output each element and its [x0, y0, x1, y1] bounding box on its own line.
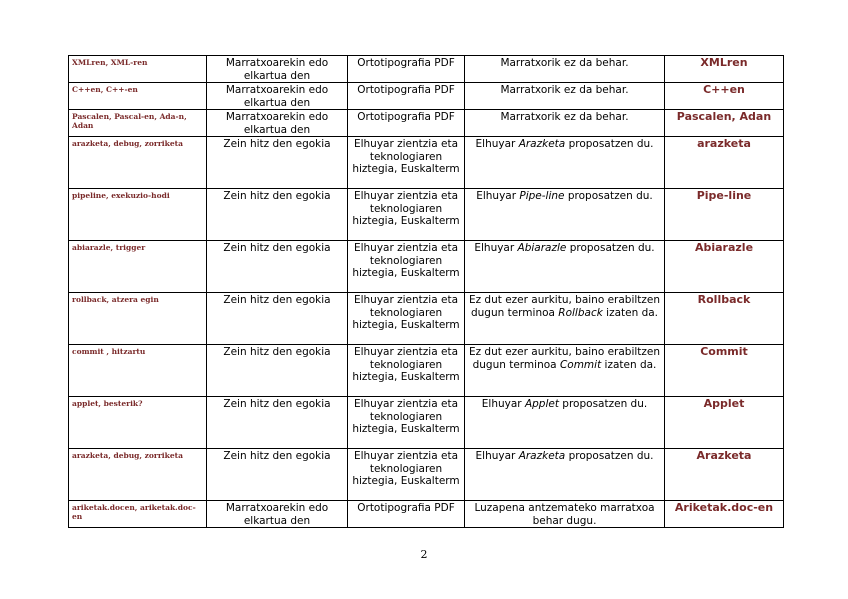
comment-cell: [465, 449, 665, 501]
answer-cell: Abiarazle: [665, 241, 784, 293]
comment-text: Ez dut ezer aurkitu, baino erabiltzen dugun terminoa: [468, 294, 661, 319]
answer-cell: C++en: [665, 83, 784, 110]
source-cell: Ortotipografia PDF: [348, 83, 465, 110]
criterion-cell: Zein hitz den egokia: [207, 345, 348, 397]
table-body: [69, 56, 784, 528]
answer-cell: Commit: [665, 345, 784, 397]
source-cell: Ortotipografia PDF: [348, 56, 465, 83]
term-cell: abiarazle, trigger: [69, 241, 207, 293]
term-cell: rollback, atzera egin: [69, 293, 207, 345]
term-cell: ariketak.docen, ariketak.doc-en: [69, 501, 207, 528]
criterion-cell: Zein hitz den egokia: [207, 293, 348, 345]
criterion-cell: Marratxoarekin edo elkartua den: [207, 56, 348, 83]
table-row: [69, 293, 784, 345]
comment-text: Elhuyar: [476, 190, 520, 202]
term-cell: XMLren, XML-ren: [69, 56, 207, 83]
comment-text: Ez dut ezer aurkitu, baino erabiltzen dugun terminoa: [468, 346, 661, 371]
table-row: [69, 83, 784, 110]
comment-cell: [465, 293, 665, 345]
table-row: [69, 110, 784, 137]
comment-text: Elhuyar: [475, 138, 519, 150]
source-cell: Elhuyar zientzia eta teknologiaren hiztegia, Euskalterm: [348, 241, 465, 293]
page-number: 2: [420, 548, 428, 561]
table-row: [69, 56, 784, 83]
term-cell: commit , hitzartu: [69, 345, 207, 397]
term-cell: pipeline, exekuzio-hodi: [69, 189, 207, 241]
table-row: [69, 137, 784, 189]
comment-text: Luzapena antzemateko marratxoa behar dugu.: [474, 502, 655, 527]
term-cell: applet, besterik?: [69, 397, 207, 449]
criterion-cell: Zein hitz den egokia: [207, 137, 348, 189]
answer-cell: Rollback: [665, 293, 784, 345]
comment-text: Elhuyar: [474, 242, 518, 254]
comment-cell: [465, 110, 665, 137]
comment-cell: [465, 345, 665, 397]
source-cell: Elhuyar zientzia eta teknologiaren hiztegia, Euskalterm: [348, 137, 465, 189]
source-cell: Elhuyar zientzia eta teknologiaren hiztegia, Euskalterm: [348, 345, 465, 397]
criterion-cell: Zein hitz den egokia: [207, 397, 348, 449]
criterion-cell: Marratxoarekin edo elkartua den: [207, 501, 348, 528]
comment-text: Elhuyar: [475, 450, 519, 462]
source-cell: Ortotipografia PDF: [348, 110, 465, 137]
criterion-cell: Marratxoarekin edo elkartua den: [207, 83, 348, 110]
comment-cell: [465, 501, 665, 528]
answer-cell: arazketa: [665, 137, 784, 189]
term-cell: C++en, C++-en: [69, 83, 207, 110]
table-row: [69, 345, 784, 397]
table-row: [69, 501, 784, 528]
answer-cell: Arazketa: [665, 449, 784, 501]
criterion-cell: Zein hitz den egokia: [207, 189, 348, 241]
comment-text: Marratxorik ez da behar.: [500, 84, 629, 96]
table-row: [69, 397, 784, 449]
comment-term: Rollback: [558, 306, 603, 319]
answer-cell: Pipe-line: [665, 189, 784, 241]
comment-text: proposatzen du.: [564, 190, 653, 202]
comment-term: Arazketa: [518, 138, 566, 150]
comment-text: proposatzen du.: [565, 138, 654, 150]
comment-term: Commit: [559, 358, 602, 371]
comment-term: Arazketa: [518, 450, 566, 462]
comment-text: proposatzen du.: [558, 398, 648, 410]
answer-cell: XMLren: [665, 56, 784, 83]
comment-text: Marratxorik ez da behar.: [500, 57, 629, 69]
comment-term: Applet: [524, 398, 559, 410]
comment-cell: [465, 189, 665, 241]
comment-text: izaten da.: [601, 358, 657, 371]
comment-cell: [465, 83, 665, 110]
terminology-table: [68, 55, 784, 528]
comment-cell: [465, 397, 665, 449]
source-cell: Elhuyar zientzia eta teknologiaren hiztegia, Euskalterm: [348, 189, 465, 241]
table-row: [69, 189, 784, 241]
comment-term: Abiarazle: [517, 242, 567, 254]
answer-cell: Applet: [665, 397, 784, 449]
comment-text: proposatzen du.: [566, 242, 655, 254]
comment-text: proposatzen du.: [565, 450, 654, 462]
term-cell: Pascalen, Pascal-en, Ada-n, Adan: [69, 110, 207, 137]
criterion-cell: Marratxoarekin edo elkartua den: [207, 110, 348, 137]
criterion-cell: Zein hitz den egokia: [207, 449, 348, 501]
comment-text: Elhuyar: [481, 398, 525, 410]
criterion-cell: Zein hitz den egokia: [207, 241, 348, 293]
comment-text: Marratxorik ez da behar.: [500, 111, 629, 123]
comment-cell: [465, 137, 665, 189]
comment-cell: [465, 56, 665, 83]
source-cell: Elhuyar zientzia eta teknologiaren hiztegia, Euskalterm: [348, 449, 465, 501]
answer-cell: Ariketak.doc-en: [665, 501, 784, 528]
comment-cell: [465, 241, 665, 293]
source-cell: Elhuyar zientzia eta teknologiaren hiztegia, Euskalterm: [348, 293, 465, 345]
comment-text: izaten da.: [602, 306, 659, 319]
source-cell: Ortotipografia PDF: [348, 501, 465, 528]
comment-term: Pipe-line: [519, 190, 565, 202]
term-cell: arazketa, debug, zorriketa: [69, 449, 207, 501]
term-cell: arazketa, debug, zorriketa: [69, 137, 207, 189]
source-cell: Elhuyar zientzia eta teknologiaren hiztegia, Euskalterm: [348, 397, 465, 449]
answer-cell: Pascalen, Adan: [665, 110, 784, 137]
table-row: [69, 449, 784, 501]
table-row: [69, 241, 784, 293]
